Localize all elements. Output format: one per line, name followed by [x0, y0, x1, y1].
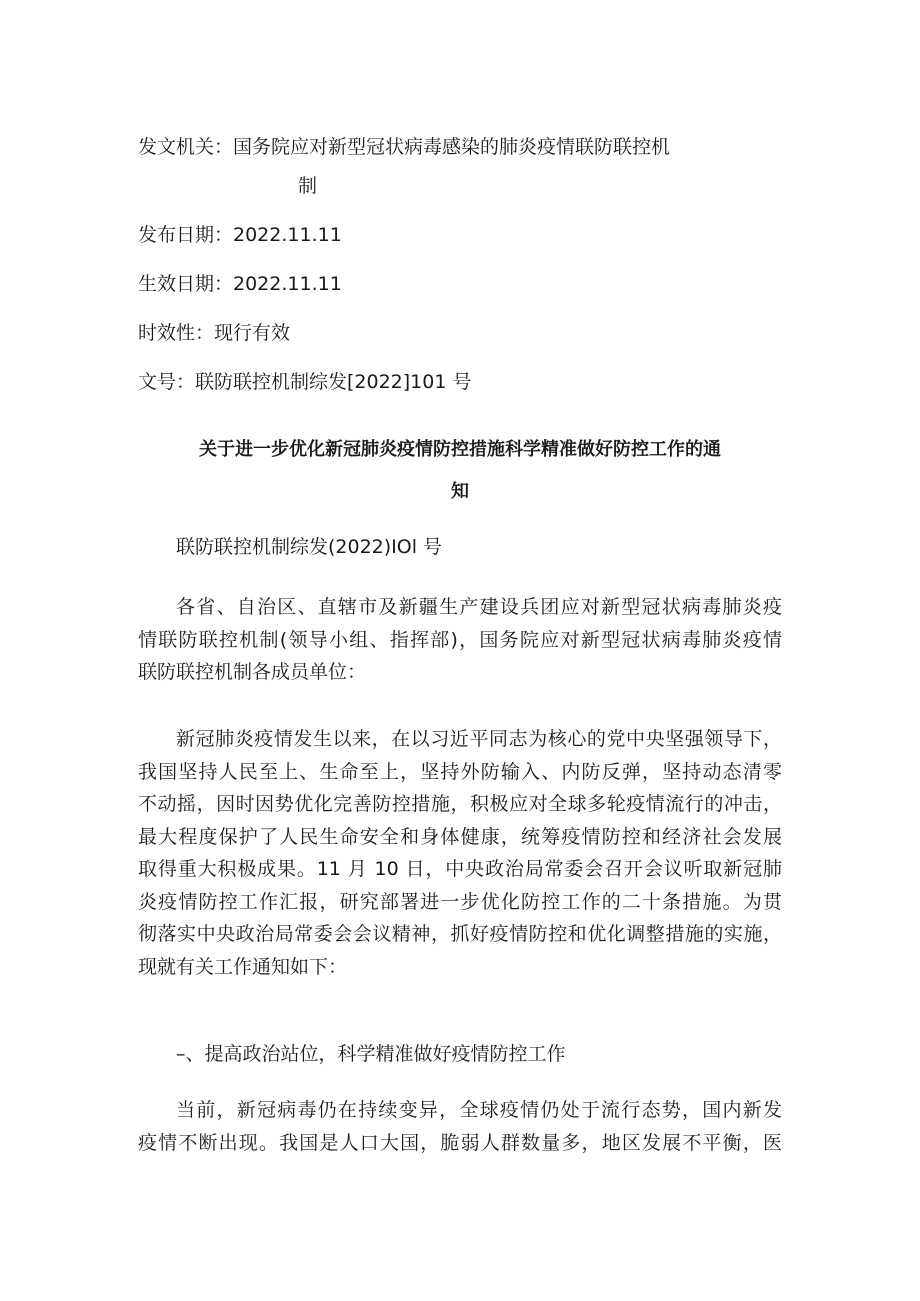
- notice-title-line2: 知: [451, 481, 469, 502]
- paragraph-line: 各省、自治区、直辖市及新疆生产建设兵团应对新型冠状病毒肺炎疫: [176, 596, 782, 618]
- paragraph-line: 我国坚持人民至上、生命至上，坚持外防输入、内防反弹，坚持动态清零: [138, 760, 782, 783]
- intro-paragraph: [138, 723, 782, 983]
- issuer-value: 国务院应对新型冠状病毒感染的肺炎疫情联防联控机: [233, 136, 671, 158]
- issuer-label: 发文机关：: [138, 136, 234, 158]
- section-1-paragraph: [138, 1094, 782, 1159]
- effective-date: 生效日期：2022.11.11: [138, 273, 342, 295]
- section-1-heading: –、提高政治站位，科学精准做好疫情防控工作: [176, 1043, 566, 1065]
- issuer-line: [138, 133, 670, 161]
- document-reference: 联防联控机制综发(2022)IOl 号: [176, 536, 443, 558]
- notice-title-line1: 关于进一步优化新冠肺炎疫情防控措施科学精准做好防控工作的通: [199, 439, 721, 460]
- document-number: 文号：联防联控机制综发[2022]101 号: [138, 371, 472, 393]
- paragraph-line: 取得重大积极成果。11 月 10 日，中央政治局常委会召开会议听取新冠肺: [138, 858, 782, 880]
- issuer-value-continued: 制: [298, 175, 318, 197]
- paragraph-line: 最大程度保护了人民生命安全和身体健康，统筹疫情防控和经济社会发展: [138, 825, 782, 848]
- validity-status: 时效性：现行有效: [138, 322, 291, 344]
- addressee-paragraph: [138, 591, 782, 689]
- paragraph-line: 彻落实中央政治局常委会会议精神，抓好疫情防控和优化调整措施的实施，: [138, 923, 782, 945]
- paragraph-line: 炎疫情防控工作汇报，研究部署进一步优化防控工作的二十条措施。为贯: [138, 890, 782, 913]
- notice-title: [138, 429, 782, 513]
- paragraph-line: 新冠肺炎疫情发生以来，在以习近平同志为核心的党中央坚强领导下，: [176, 728, 782, 750]
- paragraph-line: 当前，新冠病毒仍在持续变异，全球疫情仍处于流行态势，国内新发: [176, 1099, 782, 1121]
- paragraph-line: 联防联控机制各成员单位：: [138, 661, 367, 683]
- paragraph-line: 疫情不断出现。我国是人口大国，脆弱人群数量多，地区发展不平衡，医: [138, 1131, 782, 1154]
- paragraph-line: 现就有关工作通知如下：: [138, 955, 348, 978]
- paragraph-line: 情联防联控机制(领导小组、指挥部)，国务院应对新型冠状病毒肺炎疫情: [138, 628, 782, 651]
- paragraph-line: 不动摇，因时因势优化完善防控措施，积极应对全球多轮疫情流行的冲击，: [138, 793, 782, 815]
- publish-date: 发布日期：2022.11.11: [138, 224, 342, 246]
